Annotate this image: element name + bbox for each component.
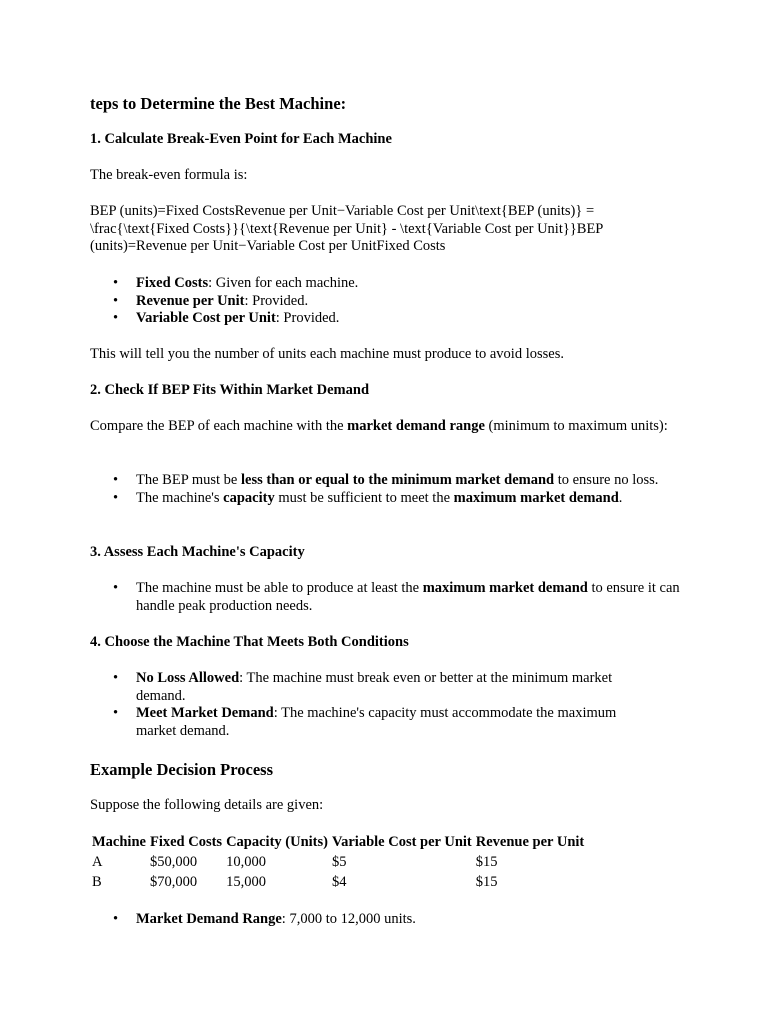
example-heading: Example Decision Process [90,760,274,779]
column-header: Variable Cost per Unit [331,834,472,851]
page-title: teps to Determine the Best Machine: [90,94,347,113]
text-run: The machine must be able to produce at least the [136,580,423,596]
text-run: The machine's [136,489,224,506]
bullet-text: : The machine must break even or better at the minimum market demand. [136,670,613,704]
bullet-text: : Provided. [275,310,340,326]
list-item [90,911,690,929]
bullet-term: Market Demand Range [136,911,282,927]
bullet-term: No Loss Allowed [136,670,240,686]
table-cell: $70,000 [149,874,198,891]
section-1-outro: This will tell you the number of units each machine must produce to avoid losses. [90,346,564,362]
bullet-text: : Provided. [244,292,309,309]
list-item [90,275,690,293]
section-1-bullets [90,275,690,328]
section-2-intro [90,418,670,436]
table-cell: A [92,854,103,871]
list-item [90,310,690,328]
machine-table [90,833,586,893]
table-cell: $50,000 [149,854,198,871]
table-cell: $5 [331,854,347,871]
text-run: to ensure it can handle peak production needs. [136,580,680,614]
section-3-bullets [90,580,690,615]
column-header: Revenue per Unit [475,834,585,851]
bullet-term: Variable Cost per Unit [136,310,276,326]
list-item [90,293,690,311]
text-run: (minimum to maximum units): [484,418,668,434]
emphasis: market demand range [347,418,485,434]
emphasis: maximum market demand [422,580,588,596]
section-1-heading: 1. Calculate Break-Even Point for Each Machine [90,131,392,147]
bullet-text: : The machine's capacity must accommodate the maximum market demand. [136,705,617,739]
list-item [90,472,670,490]
emphasis: maximum market demand [453,489,619,506]
text-run: The BEP must be [136,472,241,488]
bullet-text: : 7,000 to 12,000 units. [281,911,416,927]
column-header: Capacity (Units) [226,834,328,851]
bullet-term: Revenue per Unit [136,292,245,309]
table-row [90,873,586,893]
table-header-row [90,833,586,853]
table-cell: 10,000 [226,854,266,871]
emphasis: less than or equal to the minimum market demand [240,472,555,488]
table-cell: B [92,874,102,891]
list-item [90,670,660,705]
table-row [90,853,586,873]
table-cell: $4 [331,874,347,891]
section-3-heading: 3. Assess Each Machine's Capacity [90,544,305,560]
section-4-heading: 4. Choose the Machine That Meets Both Conditions [90,634,409,650]
text-run: . [618,489,623,506]
text-run: must be sufficient to meet the [274,489,454,506]
text-run: to ensure no loss. [554,472,659,488]
section-2-bullets [90,472,670,507]
column-header: Fixed Costs [149,834,223,851]
table-cell: $15 [475,874,498,891]
section-1-intro: The break-even formula is: [90,167,248,183]
emphasis: capacity [223,489,275,506]
section-2-heading: 2. Check If BEP Fits Within Market Demand [90,382,370,398]
bep-formula: BEP (units)=Fixed CostsRevenue per Unit−Variable Cost per Unit\text{BEP (units)} = \frac{\text{Fixed Costs}}{\text{Revenue per Unit} - \text{Variable Cost per Unit}}BEP (units)=Revenue per Unit−Variable Cost per UnitFixed Costs [90,203,603,254]
section-4-bullets [90,670,660,740]
bullet-term: Fixed Costs [136,275,209,291]
example-bullets [90,911,690,929]
column-header: Machine [92,834,146,851]
bullet-text: : Given for each machine. [208,275,359,291]
example-intro: Suppose the following details are given: [90,797,324,813]
list-item [90,580,690,615]
list-item [90,490,670,508]
text-run: Compare the BEP of each machine with the [90,418,348,434]
table-cell: 15,000 [226,874,266,891]
bullet-term: Meet Market Demand [136,705,274,721]
list-item [90,705,660,740]
table-cell: $15 [475,854,498,871]
